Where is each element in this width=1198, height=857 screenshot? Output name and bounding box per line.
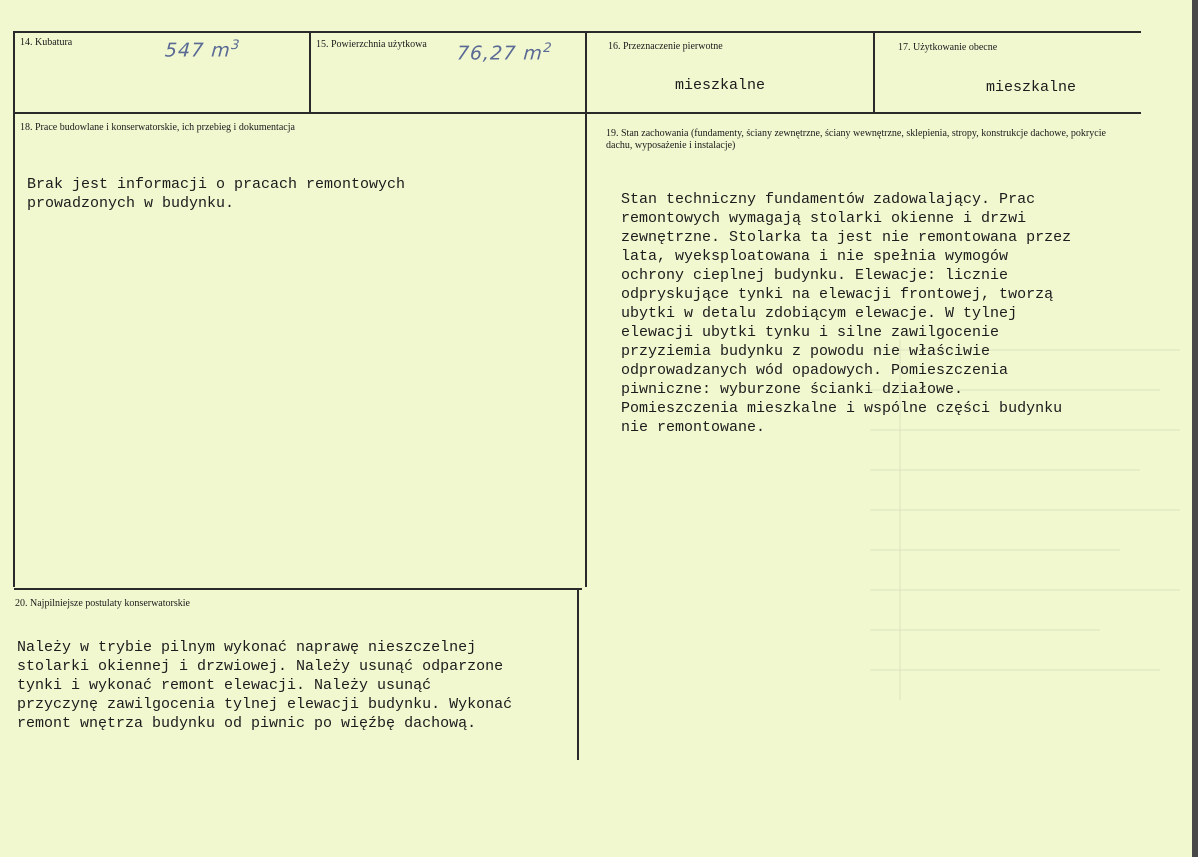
grid-line-left <box>13 31 15 587</box>
grid-line-row1 <box>14 112 1141 114</box>
kubatura-unit: m <box>210 39 232 62</box>
postulaty-label: 20. Najpilniejsze postulaty konserwatorskie <box>15 598 190 609</box>
stan-label: 19. Stan zachowania (fundamenty, ściany zewnętrzne, ściany wewnętrzne, sklepienia, stropy, konstrukcje dachowe, pokrycie dachu, wyposażenie i instalacje) <box>606 128 1106 151</box>
grid-line-col1 <box>309 31 311 113</box>
przeznaczenie-value: mieszkalne <box>675 77 766 94</box>
powierzchnia-unit-exponent: 2 <box>542 41 554 56</box>
grid-line-top <box>14 31 1141 33</box>
kubatura-number: 547 <box>164 39 205 62</box>
grid-line-col2 <box>585 31 587 587</box>
powierzchnia-number: 76,27 <box>456 42 518 65</box>
powierzchnia-handwritten-value <box>456 41 553 64</box>
prace-text: Brak jest informacji o pracach remontowych prowadzonych w budynku. <box>27 176 406 212</box>
kubatura-handwritten-value <box>164 38 241 61</box>
powierzchnia-unit: m <box>522 42 544 65</box>
kubatura-unit-exponent: 3 <box>230 38 241 53</box>
postulaty-text: Należy w trybie pilnym wykonać naprawę nieszczelnej stolarki okiennej i drzwiowej. Należy usunąć odparzone tynki i wykonać remont elewacji. Należy usunąć przyczynę zawilgocenia tylnej elewacji budynku. Wykonać remont wnętrza budynku od piwnic po więźbę dachową. <box>17 639 513 732</box>
grid-line-row2 <box>14 588 582 590</box>
grid-line-col3 <box>873 31 875 113</box>
grid-line-mid-lower <box>577 588 579 760</box>
powierzchnia-label: 15. Powierzchnia użytkowa <box>316 39 427 50</box>
kubatura-label: 14. Kubatura <box>20 37 73 48</box>
stan-text: Stan techniczny fundamentów zadowalający. Prac remontowych wymagają stolarki okienne i drzwi zewnętrzne. Stolarka ta jest nie remontowana przez lata, wyeksploatowana i nie spełnia wymogów ochrony cieplnej budynku. Elewacje: licznie odpryskujące tynki na elewacji frontowej, tworzą ubytki w detalu zdobiącym elewacje. W tylnej elewacji ubytki tynku i silne zawilgocenie przyziemia budynku z powodu nie właściwie odprowadzanych wód opadowych. Pomieszczenia piwniczne: wyburzone ścianki działowe. Pomieszczenia mieszkalne i wspólne części budynku nie remontowane. <box>621 191 1072 436</box>
prace-label: 18. Prace budowlane i konserwatorskie, ich przebieg i dokumentacja <box>20 122 295 133</box>
uzytkowanie-value: mieszkalne <box>986 79 1077 96</box>
uzytkowanie-label: 17. Użytkowanie obecne <box>898 42 998 53</box>
przeznaczenie-label: 16. Przeznaczenie pierwotne <box>608 41 723 52</box>
